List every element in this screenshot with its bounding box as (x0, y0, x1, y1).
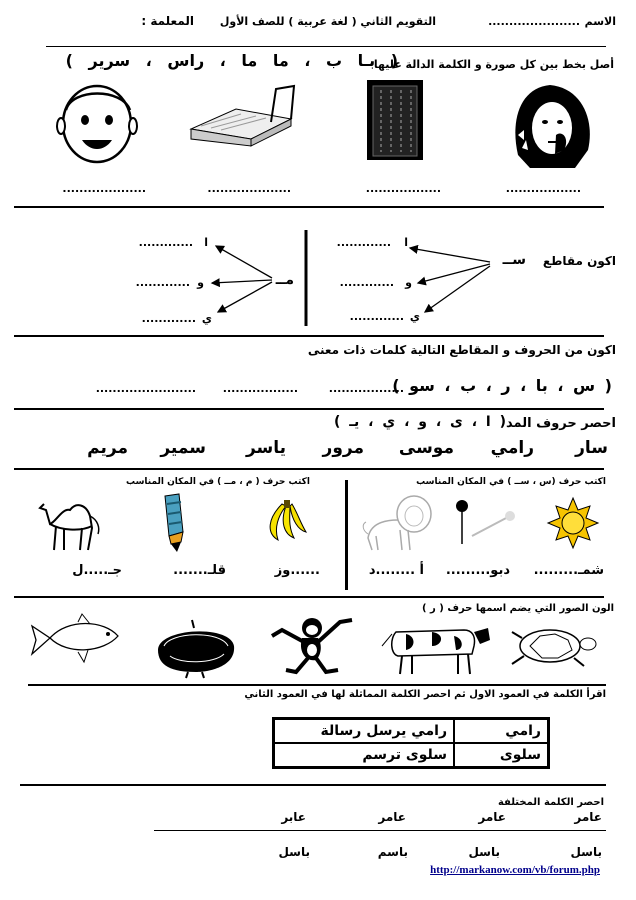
similar-word-1: رامي (454, 719, 549, 744)
dots-left-1: ............. (138, 236, 193, 249)
diff-row2-word-1[interactable]: باسل (570, 845, 602, 859)
madd-word-7: مريم (87, 438, 128, 458)
cow-icon (376, 616, 494, 678)
sin-word-1: شمـ......... (533, 563, 604, 578)
similar-instruction: اقرأ الكلمة في العمود الاول ثم احصر الكلمة المماثلة لها في العمود الثاني (244, 689, 606, 700)
similar-word-2: سلوى (454, 743, 549, 768)
vowel-alef-left: ا (204, 236, 208, 249)
color-instruction: الون الصور التي يضم اسمها حرف ( ر ) (422, 603, 614, 614)
table-row (274, 719, 549, 744)
answer-dots-2: .................. (365, 182, 441, 195)
vowel-ya-left: ي (201, 312, 212, 325)
divider-7 (20, 784, 606, 786)
dots-left-2: ............. (135, 276, 190, 289)
dots-right-3: ............. (349, 310, 404, 323)
vowel-waw-left: و (197, 276, 204, 289)
diff-row1-word-1[interactable]: عامر (574, 810, 602, 824)
compose-instruction: اكون من الحروف و المقاطع التالية كلمات ذات معنى (307, 343, 616, 357)
similar-table (272, 717, 550, 769)
pin-icon (450, 496, 520, 546)
teacher-label: المعلمة : (141, 14, 194, 28)
madd-word-2: رامي (490, 438, 534, 458)
madd-letters: ( ا ، ى ، و ، ي ، يـ ) (333, 414, 506, 430)
footer-link[interactable]: http://markanow.com/vb/forum.php (430, 864, 600, 876)
similar-choices-1[interactable]: رامي يرسل رسالة (274, 719, 455, 744)
onion-icon (150, 616, 242, 678)
fish-icon (28, 612, 128, 668)
mim-word-2: قلـ....... (173, 563, 226, 578)
syllable-root-left: مــ (275, 272, 294, 288)
banana-icon (258, 498, 308, 544)
vowel-ya-right: ي (409, 310, 420, 323)
compose-dots-3: ........................ (95, 382, 196, 395)
syllable-root-right: ســ (502, 252, 526, 268)
pen-icon (155, 492, 195, 554)
name-dots: ...................... (488, 15, 580, 28)
mim-word-1: ......وز (274, 563, 320, 578)
diff-row1-word-4[interactable]: عابر (281, 810, 306, 824)
mim-word-3: جـ.....ل (72, 563, 122, 578)
sin-word-2: دبو......... (445, 563, 510, 578)
vowel-waw-right: و (405, 276, 412, 289)
divider-6 (28, 684, 606, 686)
name-label: الاسم (584, 15, 616, 28)
match-words: ( بـا ب ، ما ما ، راس ، سرير ) (65, 51, 398, 70)
sin-instruction: اكتب حرف (س ، ســ ) في المكان المناسب (416, 477, 606, 487)
dots-right-1: ............. (336, 236, 391, 249)
diff-row2-word-2[interactable]: باسل (468, 845, 500, 859)
diff-row2-word-4[interactable]: باسل (278, 845, 310, 859)
madd-instruction: احصر حروف المد (506, 416, 616, 431)
vowel-alef-right: ا (404, 236, 408, 249)
similar-choices-2[interactable]: سلوى ترسم (274, 743, 455, 768)
answer-dots-3: .................... (207, 182, 291, 195)
dots-right-2: ............. (339, 276, 394, 289)
camel-icon (36, 494, 106, 554)
compose-dots-1: .................. (328, 382, 404, 395)
lion-icon (360, 490, 435, 552)
match-instruction: أصل بخط بين كل صورة و الكلمة الدالة عليها (373, 58, 614, 71)
turtle-icon (500, 622, 598, 670)
madd-word-6: سمير (160, 438, 206, 458)
divider-2 (14, 335, 604, 337)
different-instruction: احصر الكلمة المختلفة (497, 797, 604, 808)
syllable-instruction: اكون مقاطع (542, 254, 616, 268)
answer-dots-1: .................. (505, 182, 581, 195)
madd-word-3: موسى (398, 438, 454, 458)
monkey-icon (262, 612, 360, 676)
divider-4 (14, 468, 604, 470)
madd-word-4: مرور (322, 438, 364, 458)
page-title: التقويم الثاني ( لغة عربية ) للصف الأول (219, 15, 436, 28)
madd-word-1: سار (575, 438, 608, 458)
section5-divider (345, 480, 348, 590)
divider-5 (14, 596, 604, 598)
answer-dots-4: .................... (62, 182, 146, 195)
diff-row1-word-3[interactable]: عامر (378, 810, 406, 824)
diff-row1-word-2[interactable]: عامر (478, 810, 506, 824)
mim-instruction: اكتب حرف ( م ، مــ ) في المكان المناسب (126, 477, 310, 487)
compose-dots-2: .................. (222, 382, 298, 395)
compose-letters: ( س ، با ، ر ، ب ، سو ) (392, 376, 612, 395)
diff-row2-word-3[interactable]: باسم (377, 845, 408, 859)
dots-left-3: ............. (141, 312, 196, 325)
divider-3 (14, 408, 604, 410)
sin-word-3: أ ........د (368, 563, 424, 578)
divider-8 (154, 830, 606, 831)
table-row (274, 743, 549, 768)
madd-word-5: ياسر (245, 438, 286, 458)
sun-icon (548, 498, 598, 548)
